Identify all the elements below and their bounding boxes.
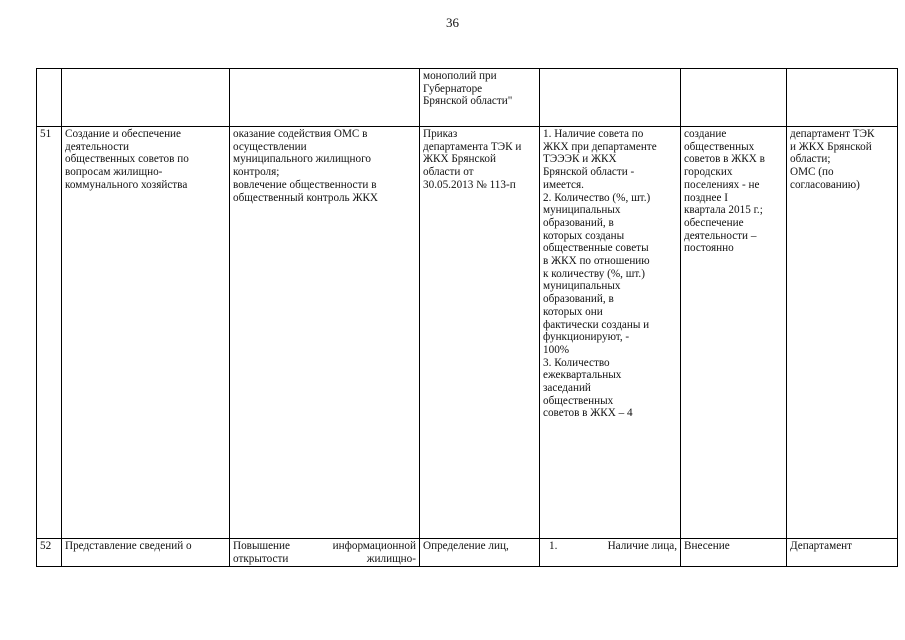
page-number: 36: [446, 15, 459, 30]
text-line: и ЖКХ Брянской: [790, 140, 872, 153]
text-line: согласованию): [790, 178, 860, 191]
table-row: [37, 69, 898, 127]
cell-indicators: [540, 539, 681, 567]
text-line: осуществлении: [233, 140, 307, 153]
row-number: 52: [40, 540, 52, 552]
text-line: 30.05.2013 № 113-п: [423, 178, 516, 191]
cell-basis: [420, 127, 540, 539]
text-line: Приказ: [423, 128, 458, 140]
text-line: области;: [790, 153, 831, 166]
cell-num: [37, 69, 62, 127]
text-line: вопросам жилищно-: [65, 166, 163, 179]
text-line: Внесение: [684, 540, 730, 552]
text-line: ТЭЭЭК и ЖКХ: [543, 153, 617, 166]
text-line: общественный контроль ЖКХ: [233, 191, 379, 204]
cell-responsible: [787, 127, 898, 539]
text-line: общественных: [684, 140, 755, 153]
text-line: образований, в: [543, 293, 614, 306]
text-line: 100%: [543, 343, 570, 356]
text-line: ежеквартальных: [543, 369, 622, 382]
cell-indicators: [540, 69, 681, 127]
row-number: 51: [40, 128, 52, 140]
text-line: позднее I: [684, 191, 728, 204]
text-line: советов в ЖКХ – 4: [543, 407, 633, 420]
text-line: поселениях - не: [684, 178, 760, 191]
text-line: образований, в: [543, 216, 614, 229]
word: 1.: [549, 540, 558, 552]
text-line: вовлечение общественности в: [233, 178, 377, 191]
cell-num: [37, 127, 62, 539]
table-row: [37, 127, 898, 539]
text-line: департамент ТЭК: [790, 128, 875, 140]
cell-deadline: [681, 69, 787, 127]
text-line: муниципальных: [543, 204, 621, 217]
text-line: которых созданы: [543, 229, 625, 242]
cell-content: [230, 539, 420, 567]
text-line: ЖКХ Брянской: [423, 153, 496, 166]
text-line: [233, 540, 416, 553]
text-line: коммунального хозяйства: [65, 178, 188, 191]
text-line: создание: [684, 128, 727, 140]
word: жилищно-: [366, 552, 416, 565]
text-line: Создание и обеспечение: [65, 128, 182, 140]
word: открытости: [233, 552, 289, 565]
text-line: функционируют, -: [543, 331, 630, 344]
cell-responsible: [787, 539, 898, 567]
text-line: общественных советов по: [65, 153, 189, 166]
cell-basis: [420, 539, 540, 567]
cell-content: [230, 69, 420, 127]
text-line: Определение лиц,: [423, 540, 509, 552]
table-row: [37, 539, 898, 567]
text-line: которых они: [543, 305, 603, 318]
cell-num: [37, 539, 62, 567]
text-line: в ЖКХ по отношению: [543, 255, 650, 268]
text-line: квартала 2015 г.;: [684, 204, 763, 217]
text-line: оказание содействия ОМС в: [233, 128, 368, 140]
cell-content: [230, 127, 420, 539]
cell-responsible: [787, 69, 898, 127]
cell-activity: [62, 539, 230, 567]
text-line: фактически созданы и: [543, 318, 650, 331]
text-line: обеспечение: [684, 216, 744, 229]
text-line: Брянской области": [423, 95, 513, 108]
text-line: муниципального жилищного: [233, 153, 372, 166]
text-line: области от: [423, 166, 474, 179]
text-line: департамента ТЭК и: [423, 140, 522, 153]
text-line: общественные советы: [543, 242, 649, 255]
text-line: ЖКХ при департаменте: [543, 140, 657, 153]
text-line: Представление сведений о: [65, 540, 192, 552]
word: Наличие лица,: [607, 540, 677, 552]
text-line: [543, 540, 677, 553]
text-line: Брянской области -: [543, 166, 635, 179]
text-line: советов в ЖКХ в: [684, 153, 765, 166]
text-line: Губернаторе: [423, 82, 483, 95]
plan-table: [36, 68, 898, 567]
cell-indicators: [540, 127, 681, 539]
text-line: монополий при: [423, 70, 497, 82]
text-line: контроля;: [233, 166, 280, 179]
text-line: 3. Количество: [543, 356, 610, 369]
cell-deadline: [681, 127, 787, 539]
text-line: [233, 553, 416, 566]
text-line: ОМС (по: [790, 166, 834, 179]
text-line: постоянно: [684, 242, 734, 255]
word: информационной: [332, 540, 416, 552]
text-line: заседаний: [543, 382, 591, 395]
cell-deadline: [681, 539, 787, 567]
text-line: имеется.: [543, 178, 584, 191]
word: Повышение: [233, 540, 290, 552]
text-line: 1. Наличие совета по: [543, 128, 644, 140]
text-line: деятельности: [65, 140, 130, 153]
text-line: муниципальных: [543, 280, 621, 293]
text-line: Департамент: [790, 540, 853, 552]
cell-activity: [62, 127, 230, 539]
text-line: общественных: [543, 394, 614, 407]
text-line: 2. Количество (%, шт.): [543, 191, 651, 204]
text-line: к количеству (%, шт.): [543, 267, 645, 280]
text-line: деятельности –: [684, 229, 757, 242]
cell-activity: [62, 69, 230, 127]
cell-basis: [420, 69, 540, 127]
text-line: городских: [684, 166, 733, 179]
